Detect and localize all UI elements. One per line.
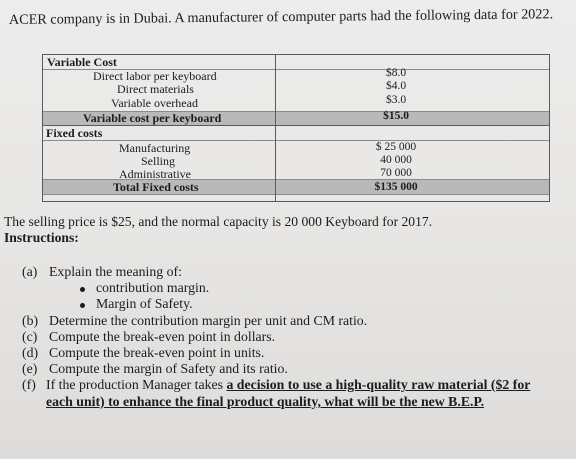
variable-row-value: $4.0	[385, 80, 407, 92]
question-a-bullet: contribution margin.	[96, 280, 210, 295]
fixed-total-value: $135 000	[374, 181, 418, 193]
column-divider	[275, 55, 276, 201]
variable-row-label: Direct materials	[117, 82, 194, 96]
question-d-text: Compute the break-even point in units.	[49, 345, 265, 360]
selling-price-text: The selling price is $25, and the normal capacity is 20 000 Keyboard for 2017.	[4, 214, 433, 229]
bullet-icon	[80, 287, 85, 292]
fixed-row-value: 70 000	[380, 167, 412, 179]
intro-text: ACER company is in Dubai. A manufacturer of computer parts had the following data for 2022.	[8, 6, 554, 28]
cost-table	[42, 54, 550, 202]
variable-cost-header: Variable Cost	[47, 55, 117, 69]
question-b-text: Determine the contribution margin per unit and CM ratio.	[49, 313, 368, 328]
question-b-marker: (b)	[22, 313, 39, 328]
question-f-text	[46, 377, 530, 393]
fixed-costs-header: Fixed costs	[46, 126, 103, 140]
variable-total-label: Variable cost per keyboard	[83, 111, 222, 125]
variable-row-value: $8.0	[385, 67, 407, 79]
instructions-heading: Instructions:	[4, 230, 79, 245]
variable-row-label: Variable overhead	[111, 96, 198, 110]
fixed-row-label: Administrative	[119, 167, 191, 181]
question-f-plain: If the production Manager takes	[46, 377, 227, 392]
variable-total-value: $15.0	[383, 110, 409, 122]
variable-row-value: $3.0	[385, 94, 407, 106]
question-f-marker: (f)	[22, 377, 36, 392]
question-c-marker: (c)	[22, 329, 38, 344]
question-e-text: Compute the margin of Safety and its ratio.	[49, 361, 288, 376]
question-e-marker: (e)	[22, 361, 38, 376]
row-divider	[43, 125, 549, 126]
question-f-emphasis-2: each unit) to enhance the final product quality, what will be the new B.E.P.	[46, 394, 485, 409]
question-a-text: Explain the meaning of:	[49, 264, 182, 279]
fixed-row-value: 40 000	[380, 154, 412, 166]
fixed-total-label: Total Fixed costs	[113, 180, 199, 194]
question-d-marker: (d)	[22, 345, 39, 360]
question-f-emphasis-1: a decision to use a high-quality raw material ($2 for	[226, 377, 531, 392]
fixed-row-label: Selling	[141, 154, 176, 168]
question-a-bullet: Margin of Safety.	[96, 296, 193, 311]
fixed-row-value: $ 25 000	[375, 141, 417, 153]
question-a-marker: (a)	[22, 264, 38, 279]
fixed-row-label: Manufacturing	[119, 141, 191, 155]
row-divider	[43, 194, 549, 195]
bullet-icon	[80, 303, 85, 308]
variable-row-label: Direct labor per keyboard	[93, 69, 217, 83]
question-c-text: Compute the break-even point in dollars.	[49, 329, 276, 344]
